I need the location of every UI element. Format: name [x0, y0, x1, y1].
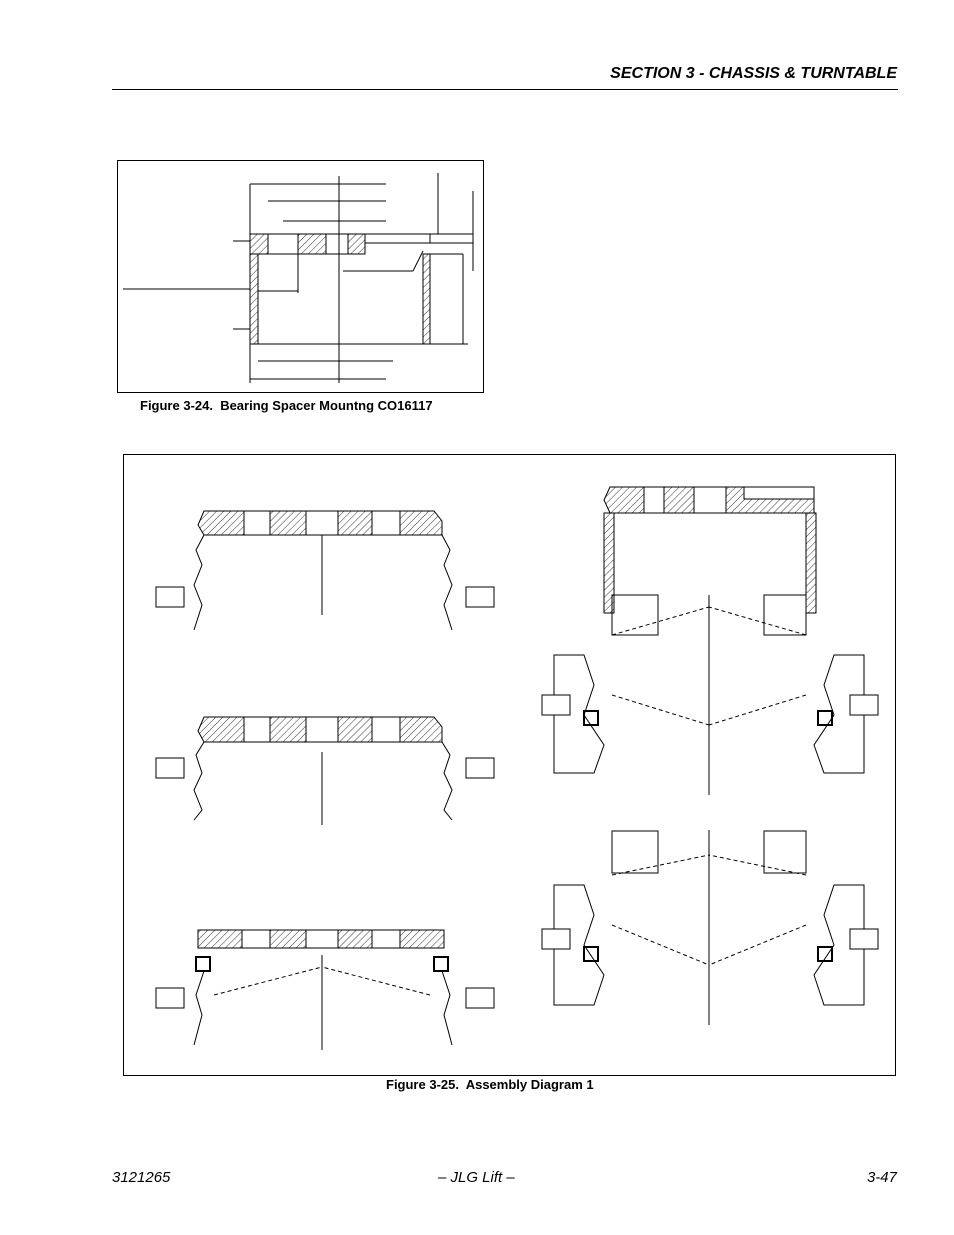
page-number: 3-47	[866, 1169, 897, 1186]
publisher: – JLG Lift –	[438, 1169, 515, 1186]
section-title: SECTION 3 - CHASSIS & TURNTABLE	[610, 65, 897, 82]
figure-bearing-spacer	[117, 160, 484, 393]
figure-assembly-diagram	[123, 454, 896, 1076]
final-assembly	[542, 830, 878, 1025]
assembly-step-2	[156, 717, 494, 825]
doc-number: 3121265	[112, 1169, 171, 1186]
assembly-step-3	[156, 930, 494, 1050]
bearing-spacer-drawing	[118, 161, 485, 394]
figure-3-25-caption: Figure 3-25. Assembly Diagram 1	[386, 1077, 594, 1092]
spacer-mounted-assembly	[542, 487, 878, 795]
assembly-diagram-drawing	[124, 455, 897, 1077]
figure-3-24-caption: Figure 3-24. Bearing Spacer Mountng CO16117	[140, 398, 433, 413]
header-rule	[112, 89, 898, 90]
assembly-step-1	[156, 511, 494, 630]
